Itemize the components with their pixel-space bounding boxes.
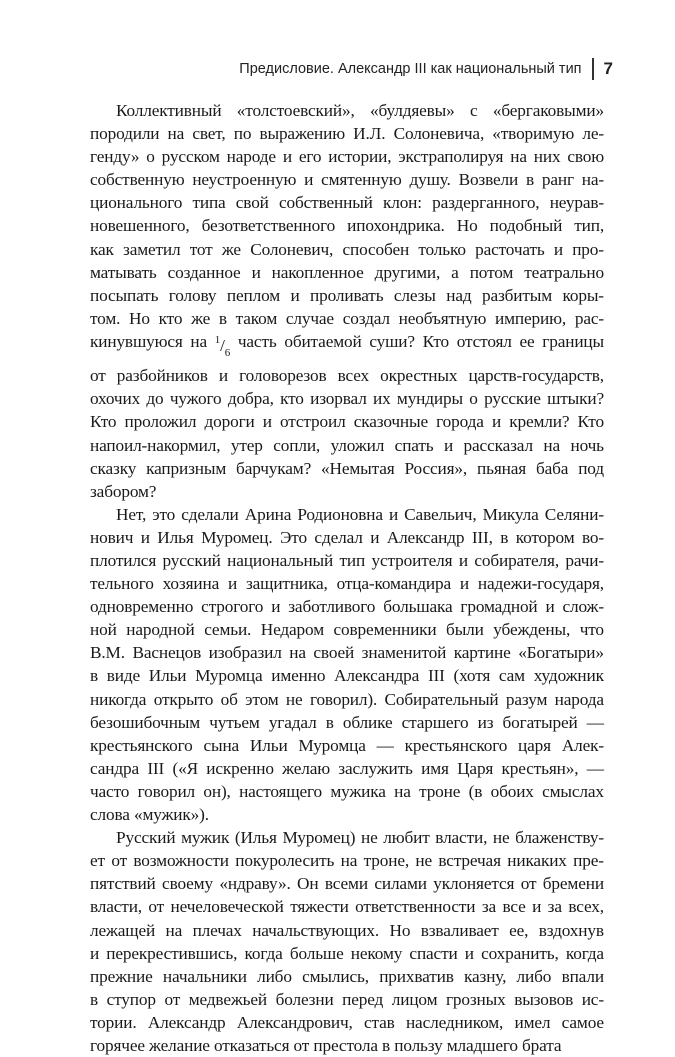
text-line: лежащей на плечах начальствующих. Но взваливает ее, вздохнув [90,920,604,940]
text-line: власти, от нечеловеческой тяжести ответственности за все и за всех, [90,897,604,917]
text-line: породили на свет, по выражению И.Л. Солоневича, «творимую ле- [90,124,604,144]
text-line: матывать созданное и накопленное другими, а потом театрально [90,262,604,282]
text-line: пятствий своему «ндраву». Он всеми силами уклоняется от бремени [90,874,604,894]
text-line: ционального типа свой собственный клон: раздерганного, неурав- [90,193,604,213]
text-line: том. Но кто же в таком случае создал необъятную империю, рас- [90,308,604,328]
text-line: В.М. Васнецов изобразил на своей знаменитой картине «Богатыри» [90,643,604,663]
text-line: никогда открыто об этом не говорил). Собирательный разум народа [90,689,604,709]
text-line: и перекрестившись, когда больше некому спасти и сохранить, когда [90,943,604,963]
text-line: кинувшуюся на $^1/_6$ часть обитаемой суши? Кто отстоял ее границы [90,331,604,360]
text-line: крестьянского сына Ильи Муромца — крестьянского царя Алек- [90,735,604,755]
text-line: в виде Ильи Муромца именно Александра III (хотя сам художник [90,666,604,686]
text-line: сандра III («Я искренно желаю заслужить имя Царя крестьян», — [90,758,604,778]
text-line: в ступор от медвежьей болезни перед лицом грозных вызовов ис- [90,989,604,1009]
text-line: охочих до чужого добра, кто изорвал их мундиры о русские штыки? [90,389,604,409]
text-line: одновременно строгого и заботливого большака громадной и слож- [90,597,604,617]
text-line: Нет, это сделали Арина Родионовна и Савельич, Микула Селяни- [116,504,604,524]
text-line: прежние начальники либо смылись, прихватив казну, либо впали [90,966,604,986]
text-line: слова «мужик»). [90,805,209,825]
text-line: генду» о русском народе и его истории, экстраполируя на них свою [90,147,604,167]
text-line: Коллективный «толстоевский», «булдяевы» с «бергаковыми» [116,101,604,120]
header-divider [592,58,594,80]
text-line: новешенного, безответственного ипохондрика. Но подобный тип, [90,216,604,236]
text-line: Кто проложил дороги и отстроил сказочные города и кремли? Кто [90,412,604,432]
running-title: Предисловие. Александр III как национальный тип [239,61,582,77]
text-line: плотился русский национальный тип устроителя и собирателя, рачи- [90,551,604,570]
text-line: собственную неустроенную и смятенную душу. Возвели в ранг на- [90,170,604,190]
text-line: часто говорил он), настоящего мужика на троне (в обоих смыслах [90,781,604,801]
text-line: забором? [90,481,157,501]
text-line: нович и Илья Муромец. Это сделал и Александр III, в котором во- [90,527,604,547]
paragraph [90,99,604,503]
text-line: напоил-накормил, утер сопли, уложил спать и рассказал на ночь [90,435,604,455]
text-line: безошибочным чутьем угадал в облике старшего из богатырей — [90,712,604,732]
text-line: ет от возможности покуролесить на троне, не встречая никаких пре- [90,851,604,871]
body-text [90,99,604,1057]
text-line: горячее желание отказаться от престола в пользу младшего брата [90,1035,562,1055]
text-line: тельного хозяина и защитника, отца-командира и надежи-государя, [90,574,604,594]
text-line: как заметил тот же Солоневич, способен только расточать и про- [90,239,604,259]
text-line: сказку капризным барчукам? «Немытая Россия», пьяная баба под [90,458,604,478]
text-line: Русский мужик (Илья Муромец) не любит власти, не блаженству- [116,828,604,848]
running-header [239,58,613,80]
text-line: посыпать голову пеплом и проливать слезы над разбитым коры- [90,285,604,305]
page-number: 7 [603,59,613,78]
text-line: тории. Александр Александрович, став наследником, имел самое [90,1012,604,1032]
text-line: от разбойников и головорезов всех окрестных царств-государств, [90,366,604,386]
paragraph [90,826,604,1057]
paragraph [90,503,604,826]
text-line: ной народной семьи. Недаром современники были убеждены, что [90,620,604,640]
